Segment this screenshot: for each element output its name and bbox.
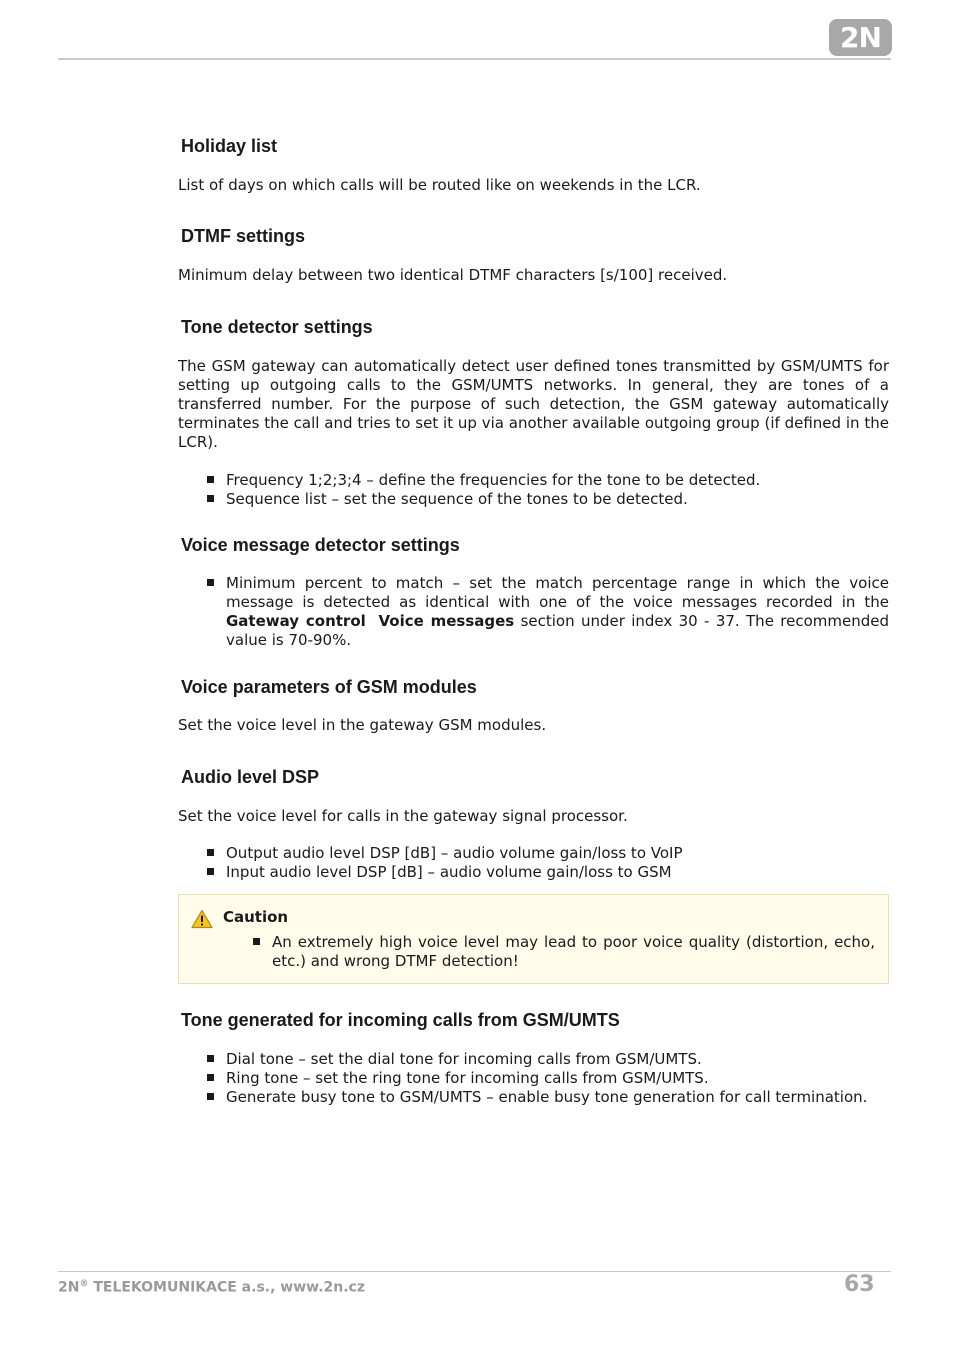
tone-generated-list — [178, 1050, 889, 1107]
gateway-control-label: Gateway control — [226, 612, 366, 630]
heading-dtmf-settings: DTMF settings — [181, 226, 305, 246]
voice-messages-label: Voice messages — [378, 612, 515, 630]
heading-audio-level-dsp: Audio level DSP — [181, 767, 320, 787]
list-item: Dial tone – set the dial tone for incoming calls from GSM/UMTS. — [178, 1050, 889, 1069]
heading-voice-message-detector: Voice message detector settings — [181, 535, 460, 555]
dtmf-settings-text: Minimum delay between two identical DTMF characters [s/100] received. — [178, 266, 728, 284]
heading-tone-generated: Tone generated for incoming calls from GSM/UMTS — [181, 1010, 620, 1030]
list-item: Ring tone – set the ring tone for incoming calls from GSM/UMTS. — [178, 1069, 889, 1088]
voice-message-text-post: section under index 30 - 37. The recommended value is 70-90%. — [226, 612, 889, 649]
header-divider — [58, 58, 891, 60]
heading-holiday-list: Holiday list — [181, 136, 278, 156]
list-item: Output audio level DSP [dB] – audio volume gain/loss to VoIP — [178, 844, 889, 863]
voice-parameters-text: Set the voice level in the gateway GSM modules. — [178, 716, 547, 734]
list-item: Input audio level DSP [dB] – audio volume gain/loss to GSM — [178, 863, 889, 882]
caution-title: Caution — [223, 908, 289, 926]
holiday-list-text: List of days on which calls will be routed like on weekends in the LCR. — [178, 176, 701, 194]
list-item: Generate busy tone to GSM/UMTS – enable busy tone generation for call termination. — [178, 1088, 889, 1107]
warning-triangle-icon — [191, 909, 213, 929]
list-item: Frequency 1;2;3;4 – define the frequencies for the tone to be detected. — [178, 471, 889, 490]
audio-level-list — [178, 844, 889, 882]
audio-level-dsp-text: Set the voice level for calls in the gateway signal processor. — [178, 807, 628, 825]
caution-box — [178, 894, 889, 984]
tone-detector-list — [178, 471, 889, 509]
list-item: Sequence list – set the sequence of the tones to be detected. — [178, 490, 889, 509]
footer-company-text: TELEKOMUNIKACE a.s., www.2n.cz — [88, 1279, 365, 1296]
company-logo: 2N — [829, 19, 892, 56]
page-number: 63 — [844, 1272, 875, 1297]
heading-voice-parameters: Voice parameters of GSM modules — [181, 677, 477, 697]
heading-tone-detector: Tone detector settings — [181, 317, 373, 337]
footer-divider — [58, 1271, 891, 1272]
registered-mark: ® — [79, 1279, 89, 1289]
list-item: An extremely high voice level may lead to poor voice quality (distortion, echo, etc.) and wrong DTMF detection! — [223, 933, 875, 971]
list-item — [178, 574, 889, 650]
tone-detector-text: The GSM gateway can automatically detect user defined tones transmitted by GSM/UMTS for setting up outgoing calls to the GSM/UMTS networks. In general, they are tones of a transferred number. For the purpose of such detection, the GSM gateway automatically terminates the call and tries to set it up via another available outgoing group (if defined in the LCR). — [178, 357, 889, 451]
footer-company — [58, 1279, 365, 1296]
footer-brand: 2N — [58, 1279, 80, 1296]
voice-message-list — [178, 574, 889, 650]
voice-message-text-pre: Minimum percent to match – set the match percentage range in which the voice message is detected as identical with one of the voice messages recorded in the — [226, 574, 889, 611]
caution-list — [223, 933, 875, 971]
